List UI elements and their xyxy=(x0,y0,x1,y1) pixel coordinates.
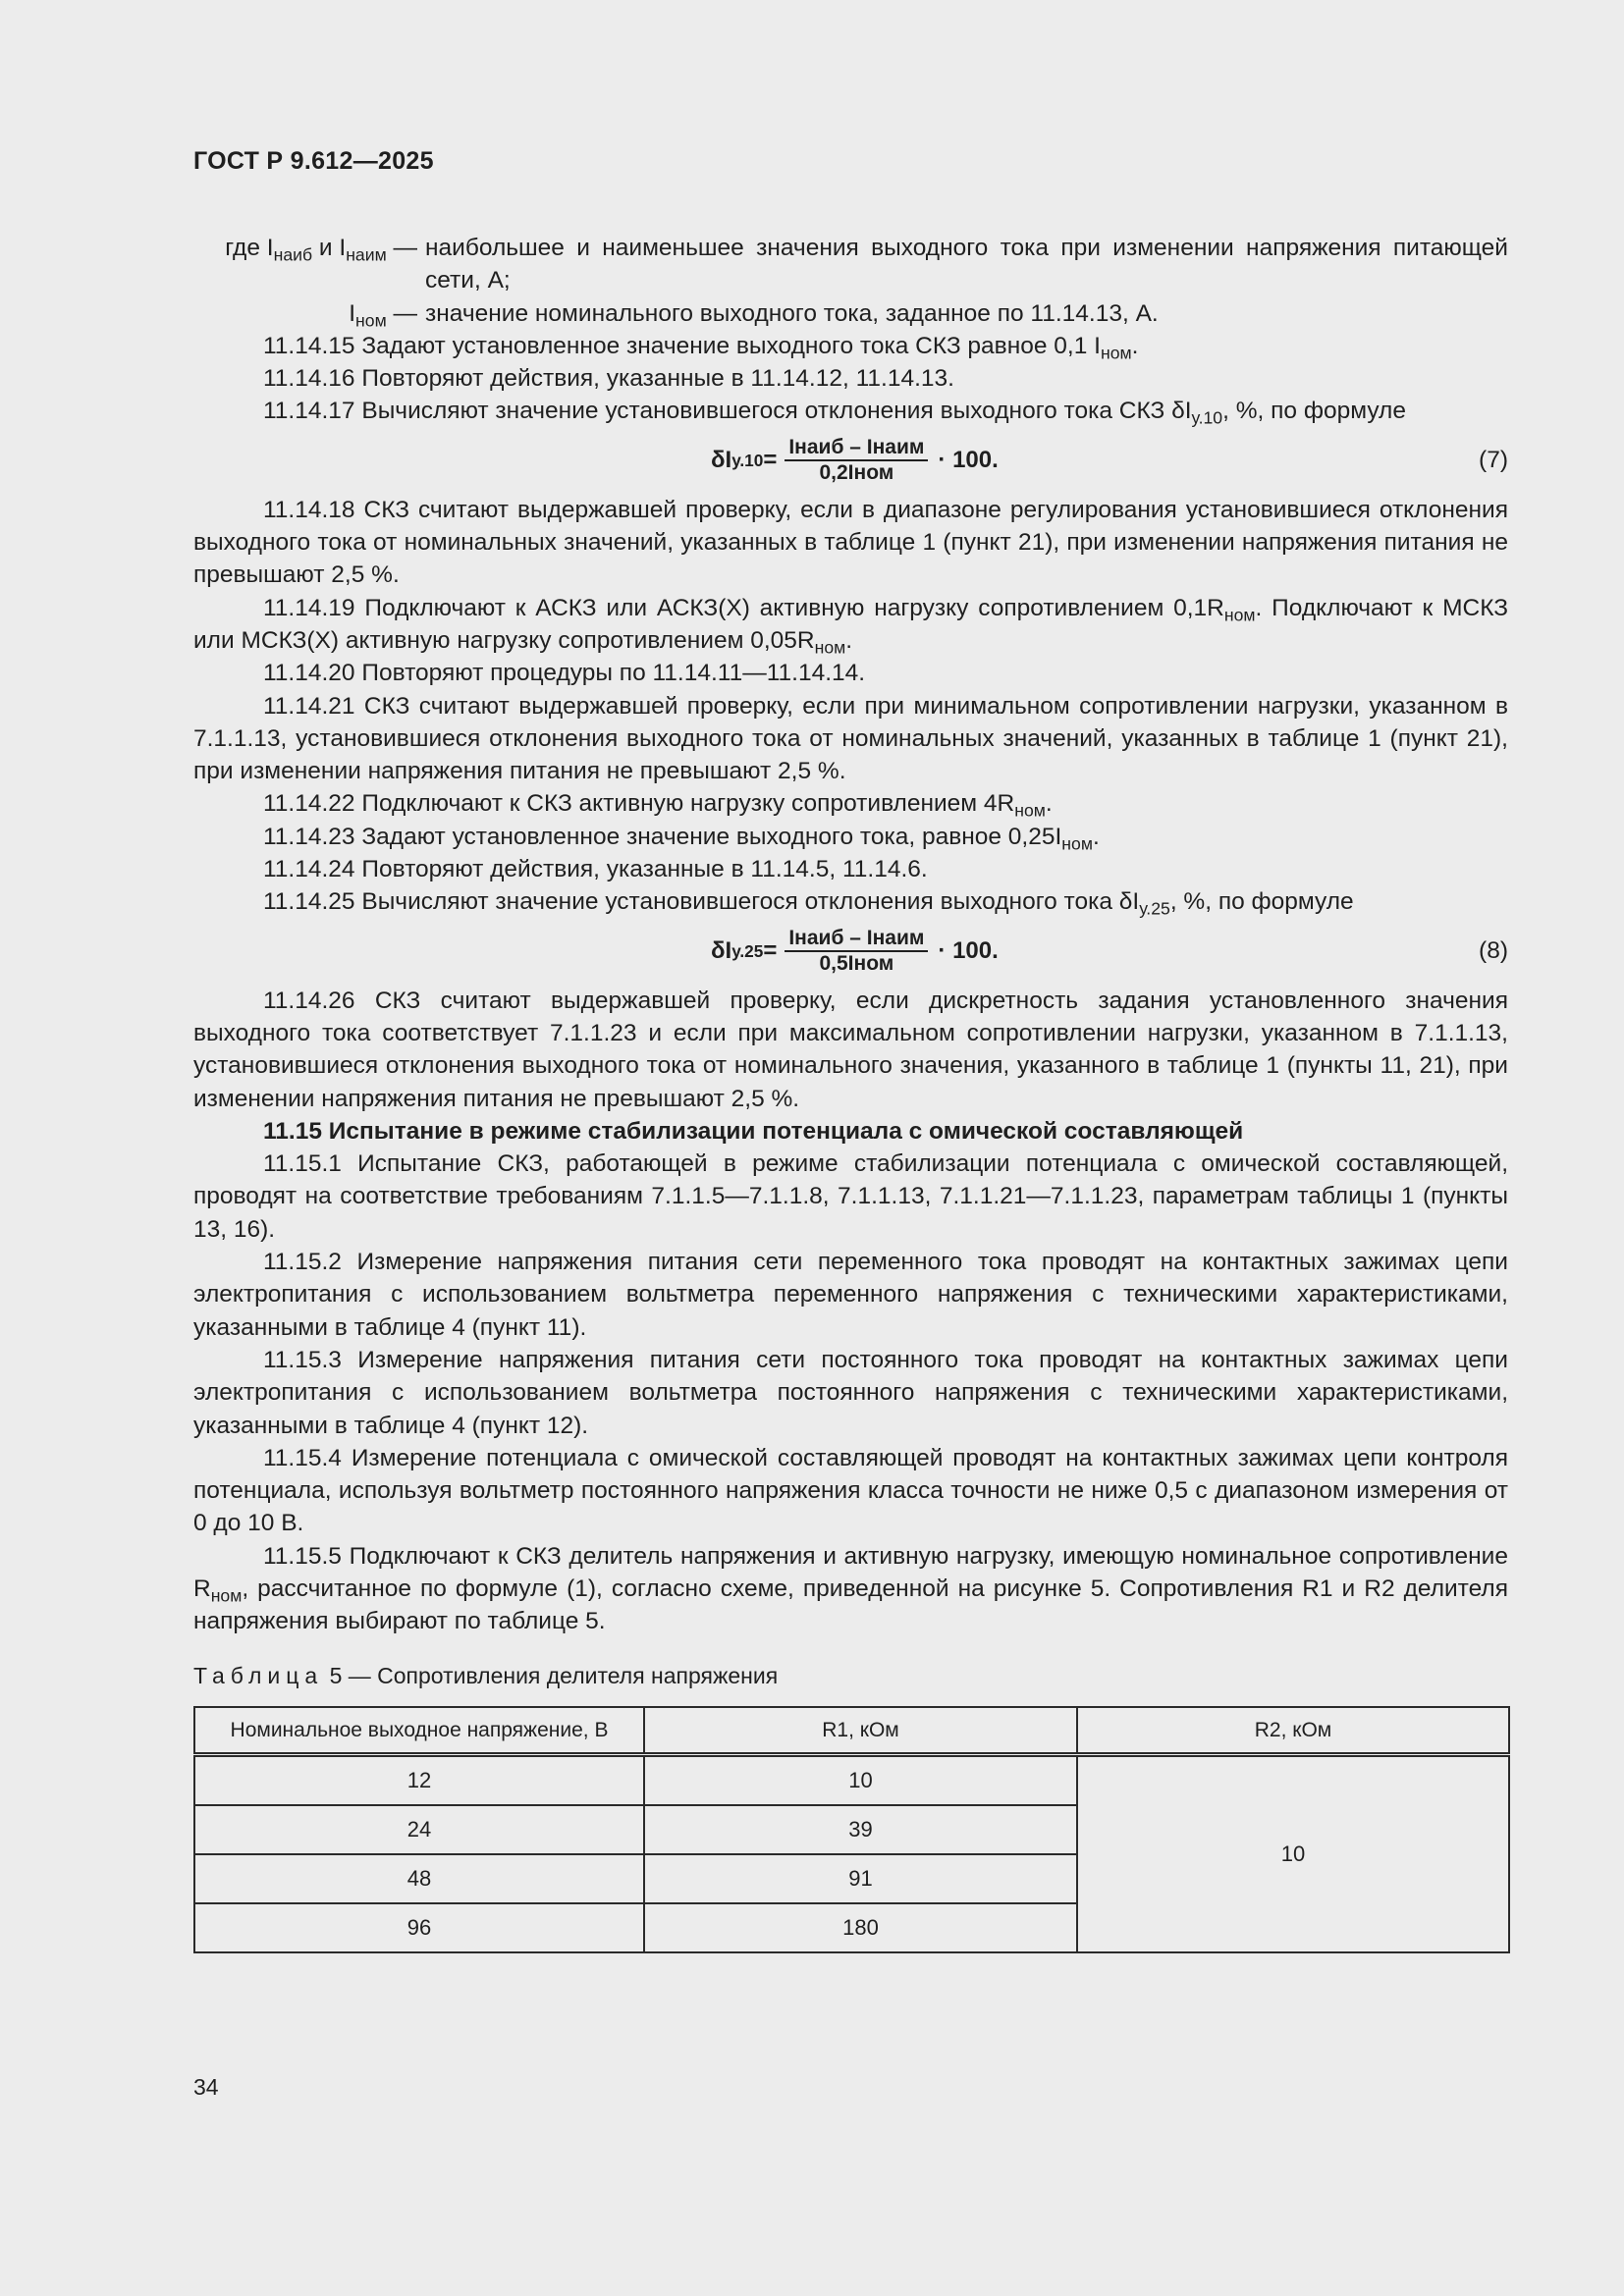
table-cell-r1: 180 xyxy=(644,1903,1077,1952)
para-11-14-20: 11.14.20 Повторяют процедуры по 11.14.11—11.14.14. xyxy=(263,660,866,687)
formula-7-number: (7) xyxy=(1479,446,1508,473)
table-cell-r1: 10 xyxy=(644,1754,1077,1805)
para-11-15-2: 11.15.2 Измерение напряжения питания сети переменного тока проводят на контактных зажимах цепи электропитания с использованием вольтметра переменного напряжения с техническими характеристиками, указанными в таблице 4 (пункт 11). xyxy=(193,1249,1508,1341)
para-11-15-3: 11.15.3 Измерение напряжения питания сети постоянного тока проводят на контактных зажимах цепи электропитания с использованием вольтметра постоянного напряжения с техническими характеристиками, указанными в таблице 4 (пункт 12). xyxy=(193,1346,1508,1439)
formula-8-denominator: 0,5Iном xyxy=(819,951,894,975)
para-11-14-18: 11.14.18 СКЗ считают выдержавшей проверку, если в диапазоне регулирования установившиеся отклонения выходного тока от номинальных значений, указанных в таблице 1 (пункт 21), при изменении напряжения питания не превышают 2,5 %. xyxy=(193,496,1508,589)
table-cell-r1: 39 xyxy=(644,1805,1077,1854)
table-5 xyxy=(193,1706,1510,1953)
page-number: 34 xyxy=(193,2074,219,2100)
para-11-14-24: 11.14.24 Повторяют действия, указанные в 11.14.5, 11.14.6. xyxy=(263,856,928,883)
para-11-15-1: 11.15.1 Испытание СКЗ, работающей в режиме стабилизации потенциала с омической составляющей, проводят на соответствие требованиям 7.1.1.5—7.1.1.8, 7.1.1.13, 7.1.1.21—7.1.1.23, параметрам таблицы 1 (пункты 13, 16). xyxy=(193,1150,1508,1243)
section-heading-11-15: 11.15 Испытание в режиме стабилизации потенциала с омической составляющей xyxy=(263,1117,1244,1145)
table-cell-voltage: 24 xyxy=(194,1805,644,1854)
table-header-r1: R1, кОм xyxy=(644,1707,1077,1755)
table-cell-voltage: 48 xyxy=(194,1854,644,1903)
para-11-14-23: 11.14.23 Задают установленное значение выходного тока, равное $0,25I_{ном}$. xyxy=(263,823,1100,854)
page-body xyxy=(193,232,1508,1953)
formula-8: δI у.25 = $\frac{\text{Iнаиб – Iнаим}}{\text{0,5Iном}}$ · 100. (8) xyxy=(711,926,1508,975)
para-11-14-19: 11.14.19 Подключают к АСКЗ или АСКЗ(Х) активную нагрузку сопротивлением $0,1R_{ном}$. Подключают к МСКЗ или МСКЗ(Х) активную нагрузку сопротивлением $0,05R_{ном}$. xyxy=(193,594,1508,658)
para-11-14-26: 11.14.26 СКЗ считают выдержавшей проверку, если дискретность задания установленного значения выходного тока соответствует 7.1.1.23 и если при максимальном сопротивлении нагрузки, указанном в 7.1.1.13, установившиеся отклонения выходного тока от номинального значения, указанного в таблице 1 (пункты 11, 21), при изменении напряжения питания не превышают 2,5 %. xyxy=(193,987,1508,1112)
doc-header: ГОСТ Р 9.612—2025 xyxy=(193,147,434,175)
table-header-voltage: Номинальное выходное напряжение, В xyxy=(194,1707,644,1755)
table-cell-r1: 91 xyxy=(644,1854,1077,1903)
formula-7: δI у.10 = $\frac{\text{Iнаиб – Iнаим}}{\text{0,2Iном}}$ · 100. (7) xyxy=(711,435,1508,484)
formula-7-numerator: Iнаиб – Iнаим xyxy=(788,435,925,458)
formula-8-numerator: Iнаиб – Iнаим xyxy=(788,926,925,949)
table-cell-r2-merged: 10 xyxy=(1077,1754,1509,1952)
where-clause-1: где $I_{наиб}$ и $I_{наим}$ — наибольшее и наименьшее значения выходного тока при изменении напряжения питающей сети, А; xyxy=(225,235,1508,294)
table-header-r2: R2, кОм xyxy=(1077,1707,1509,1755)
table-row xyxy=(194,1754,1509,1805)
para-11-14-16: 11.14.16 Повторяют действия, указанные в 11.14.12, 11.14.13. xyxy=(263,365,954,393)
para-11-15-5: 11.15.5 Подключают к СКЗ делитель напряжения и активную нагрузку, имеющую номинальное сопротивление $R_{ном}$, рассчитанное по формуле (1), согласно схеме, приведенной на рисунке 5. Сопротивления R1 и R2 делителя напряжения выбирают по таблице 5. xyxy=(193,1542,1508,1635)
para-11-15-4: 11.15.4 Измерение потенциала с омической составляющей проводят на контактных зажимах цепи контроля потенциала, используя вольтметр постоянного напряжения класса точности не ниже 0,5 с диапазоном измерения от 0 до 10 В. xyxy=(193,1444,1508,1537)
table-cell-voltage: 12 xyxy=(194,1754,644,1805)
para-11-14-17: 11.14.17 Вычисляют значение установившегося отклонения выходного тока СКЗ $\delta I_{у.10}$, %, по формуле xyxy=(263,398,1406,429)
where-clause-2: $I_{ном}$ — значение номинального выходного тока, заданное по 11.14.13, А. xyxy=(349,299,1159,331)
para-11-14-25: 11.14.25 Вычисляют значение установившегося отклонения выходного тока $\delta I_{у.25}$, %, по формуле xyxy=(263,888,1354,919)
para-11-14-22: 11.14.22 Подключают к СКЗ активную нагрузку сопротивлением $4R_{ном}$. xyxy=(263,790,1053,822)
para-11-14-21: 11.14.21 СКЗ считают выдержавшей проверку, если при минимальном сопротивлении нагрузки, указанном в 7.1.1.13, установившиеся отклонения выходного тока от номинальных значений, указанных в таблице 1 (пункт 21), при изменении напряжения питания не превышают 2,5 %. xyxy=(193,692,1508,785)
para-11-14-15: 11.14.15 Задают установленное значение выходного тока СКЗ равное 0,1 $I_{ном}$. xyxy=(263,332,1139,363)
table-5-caption: Таблица 5 — Сопротивления делителя напряжения xyxy=(193,1662,779,1688)
table-cell-voltage: 96 xyxy=(194,1903,644,1952)
formula-8-number: (8) xyxy=(1479,936,1508,964)
formula-7-denominator: 0,2Iном xyxy=(819,460,894,484)
